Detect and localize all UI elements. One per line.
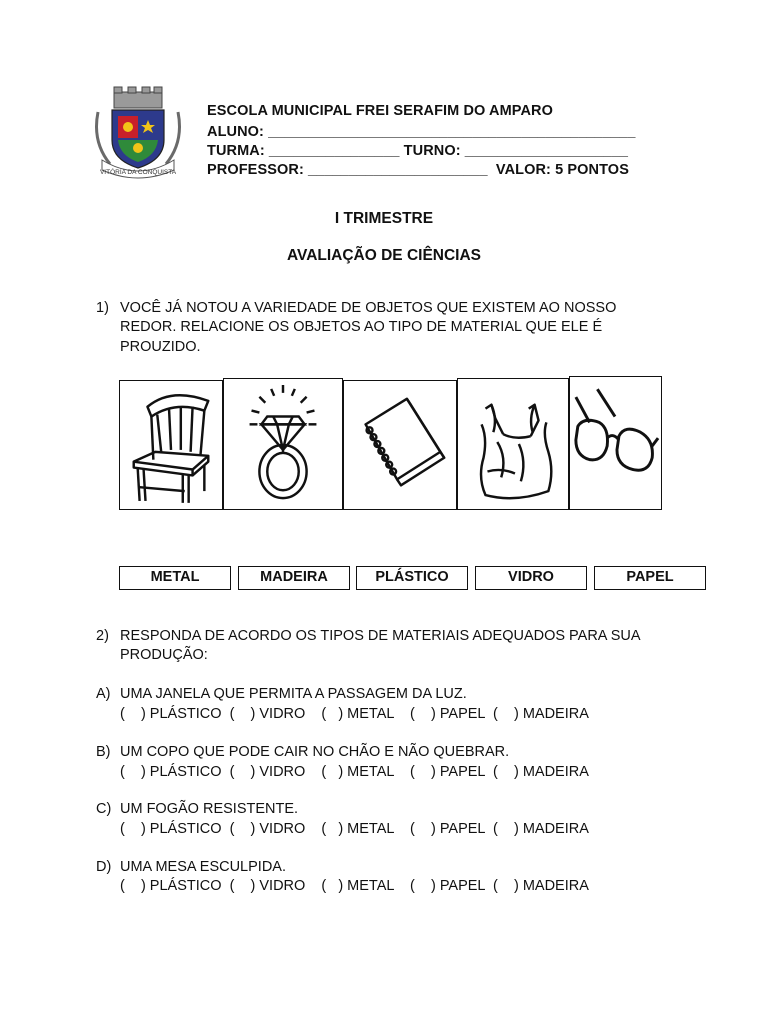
item-b-letter: B) bbox=[96, 744, 111, 760]
teacher-value-field[interactable]: PROFESSOR: ______________________ VALOR: 5 PONTOS bbox=[207, 162, 629, 178]
eyeglasses-icon bbox=[570, 377, 661, 509]
plastic-bag-icon bbox=[458, 379, 568, 509]
item-d-letter: D) bbox=[96, 859, 112, 875]
item-a-letter: A) bbox=[96, 686, 111, 702]
material-box-metal: METAL bbox=[119, 566, 231, 590]
question-1-line-2: REDOR. RELACIONE OS OBJETOS AO TIPO DE MATERIAL QUE ELE É bbox=[120, 319, 603, 335]
item-b-options[interactable]: ( ) PLÁSTICO ( ) VIDRO ( ) METAL ( ) PAPEL ( ) MADEIRA bbox=[120, 764, 589, 780]
item-c-options[interactable]: ( ) PLÁSTICO ( ) VIDRO ( ) METAL ( ) PAPEL ( ) MADEIRA bbox=[120, 821, 589, 837]
crest-banner-text: VITÓRIA DA CONQUISTA bbox=[99, 169, 177, 176]
term-title: I TRIMESTRE bbox=[334, 210, 434, 227]
item-d-text: UMA MESA ESCULPIDA. bbox=[120, 859, 286, 875]
notebook-image bbox=[343, 380, 457, 510]
ring-image bbox=[223, 378, 343, 510]
item-a-text: UMA JANELA QUE PERMITA A PASSAGEM DA LUZ. bbox=[120, 686, 467, 702]
material-box-wood: MADEIRA bbox=[238, 566, 350, 590]
question-1-line-3: PROUZIDO. bbox=[120, 339, 201, 355]
material-box-glass: VIDRO bbox=[475, 566, 587, 590]
notebook-icon bbox=[344, 381, 456, 509]
school-name: ESCOLA MUNICIPAL FREI SERAFIM DO AMPARO bbox=[207, 103, 553, 119]
question-1-line-1: VOCÊ JÁ NOTOU A VARIEDADE DE OBJETOS QUE EXISTEM AO NOSSO bbox=[120, 300, 617, 316]
question-2-line-1: RESPONDA DE ACORDO OS TIPOS DE MATERIAIS ADEQUADOS PARA SUA bbox=[120, 628, 641, 644]
item-c-letter: C) bbox=[96, 801, 112, 817]
question-2-line-2: PRODUÇÃO: bbox=[120, 647, 208, 663]
question-1-number: 1) bbox=[96, 300, 109, 316]
item-b-text: UM COPO QUE PODE CAIR NO CHÃO E NÃO QUEBRAR. bbox=[120, 744, 510, 760]
diamond-ring-icon bbox=[224, 379, 342, 509]
chair-image bbox=[119, 380, 223, 510]
exam-title: AVALIAÇÃO DE CIÊNCIAS bbox=[286, 247, 482, 264]
glasses-image bbox=[569, 376, 662, 510]
question-2-number: 2) bbox=[96, 628, 109, 644]
class-shift-field[interactable]: TURMA: ________________ TURNO: ____________________ bbox=[207, 143, 629, 159]
chair-icon bbox=[120, 381, 222, 509]
material-box-paper: PAPEL bbox=[594, 566, 706, 590]
material-box-plastic: PLÁSTICO bbox=[356, 566, 468, 590]
item-a-options[interactable]: ( ) PLÁSTICO ( ) VIDRO ( ) METAL ( ) PAPEL ( ) MADEIRA bbox=[120, 706, 589, 722]
school-crest bbox=[88, 82, 188, 182]
item-d-options[interactable]: ( ) PLÁSTICO ( ) VIDRO ( ) METAL ( ) PAPEL ( ) MADEIRA bbox=[120, 878, 589, 894]
item-c-text: UM FOGÃO RESISTENTE. bbox=[120, 801, 299, 817]
plastic-bag-image bbox=[457, 378, 569, 510]
student-name-field[interactable]: ALUNO: _____________________________________________ bbox=[207, 124, 636, 140]
